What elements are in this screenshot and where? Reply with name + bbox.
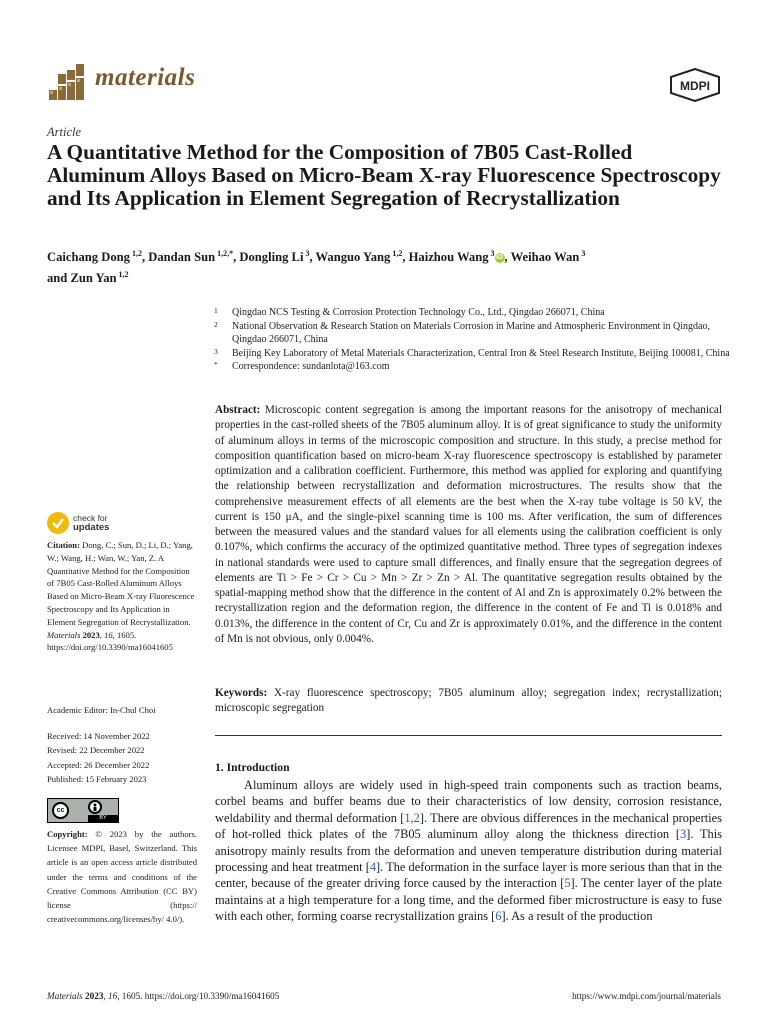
check-for-updates-button[interactable] [47, 512, 127, 536]
footer-journal: Materials [47, 991, 83, 1001]
date-item: Received: 14 November 2022 [47, 731, 150, 741]
citation-text: Dong, C.; Sun, D.; Li, D.; Yang, W.; Wang, H.; Wan, W.; Yan, Z. A Quantitative Method for the Composition of 7B05 Cast-Rolled Aluminum Alloys Based on Micro-Beam X-ray Fluorescence Spectroscopy and Its Application in Element Segregation of Recrystallization. [47, 540, 195, 627]
introduction-text: ]. As a result of the production [501, 909, 653, 924]
journal-header [47, 58, 721, 106]
section-heading-introduction: 1. Introduction [215, 761, 290, 774]
article-type: Article [47, 125, 82, 139]
keywords-label: Keywords: [215, 687, 268, 699]
journal-logo-icon [47, 60, 89, 102]
check-updates-line1: check for [73, 513, 108, 523]
date-item: Revised: 22 December 2022 [47, 745, 145, 756]
affiliation-text: Beijing Key Laboratory of Metal Materials Characterization, Central Iron & Steel Research Institute, Beijing 100081, China [232, 347, 730, 359]
date-item: Accepted: 26 December 2022 [47, 759, 150, 770]
citation-label: Citation: [47, 540, 80, 550]
journal-name: materials [95, 64, 196, 91]
keywords-text: X-ray fluorescence spectroscopy; 7B05 aluminum alloy; segregation index; recrystallization; microscopic segregation [215, 687, 722, 715]
author-name: Weihao Wan [510, 250, 580, 265]
affiliation-item [214, 306, 734, 320]
introduction-text: Aluminum alloys are widely used in high-speed train components such as traction beams, corbel beams and buffer beams due to their characteristics of low density, corrosion resistance, weldability and thermal deformation [ [215, 778, 722, 825]
abstract-label: Abstract: [215, 404, 261, 416]
reference-link[interactable]: 1,2 [404, 810, 420, 825]
paper-title: A Quantitative Method for the Composition of 7B05 Cast-Rolled Aluminum Alloys Based on Micro-Beam X-ray Fluorescence Spectroscopy and Its Application in Element Segregation of Recrystallization [47, 140, 721, 210]
author-affiliation-marker: 1,2 [129, 249, 142, 258]
author-affiliation-marker: 1,2 [116, 270, 129, 280]
author-name: Dandan Sun [148, 250, 216, 265]
affiliation-text: Correspondence: sundanlota@163.com [232, 361, 390, 373]
check-updates-line2: updates [73, 522, 110, 533]
introduction-paragraph [215, 777, 722, 925]
affiliation-item [214, 320, 734, 347]
affiliation-text: National Observation & Research Station on Materials Corrosion in Marine and Atmospheric Environment in Qingdao, Qingdao 266071, China [232, 320, 710, 346]
mdpi-logo [669, 68, 721, 102]
reference-link[interactable]: 5 [564, 876, 571, 891]
author-name: Dongling Li [239, 250, 304, 265]
mdpi-logo-text: MDPI [680, 79, 710, 93]
author-affiliation-marker: 3 [303, 249, 310, 258]
publication-dates [47, 729, 197, 786]
author-name: Wanguo Yang [315, 250, 391, 265]
abstract [215, 403, 722, 647]
introduction-text: ]. The center layer of the plate maintains at a high temperature for a long time, and the deformed fiber microstructure is easy to fuse with each other, forming coarse recrystallization grains [ [215, 876, 722, 924]
citation-volume: 16 [104, 629, 113, 640]
introduction-text: ]. The deformation in the surface layer is more serious than that in the center, because of the greater driving force caused by the interaction [ [215, 860, 722, 891]
copyright-text: © 2023 by the authors. Licensee MDPI, Basel, Switzerland. This article is an open access article distributed under the terms and conditions of the Creative Commons Attribution (CC BY) license (https:// creativecommons.org/licenses/by/ 4.0/). [47, 829, 197, 925]
author-affiliation-marker: 1,2,* [215, 249, 234, 258]
cc-icon: cc [52, 802, 69, 819]
footer-journal-url[interactable]: https://www.mdpi.com/journal/materials [572, 991, 721, 1001]
affiliation-list [214, 306, 734, 374]
copyright-label: Copyright: [47, 829, 88, 839]
author-affiliation-marker: 3 [579, 249, 586, 258]
reference-link[interactable]: 3 [680, 827, 687, 842]
affiliation-number: * [214, 360, 218, 370]
section-divider [215, 735, 722, 736]
footer-doi[interactable]: , 1605. https://doi.org/10.3390/ma16041605 [117, 991, 280, 1001]
copyright-notice [47, 827, 197, 926]
citation-journal: Materials [47, 629, 81, 640]
introduction-text: ]. There are obvious differences in the mechanical properties of hot-rolled thick plates of the 7B05 aluminum alloy along the thickness direction [ [215, 810, 722, 842]
affiliation-item [214, 347, 734, 361]
keywords [215, 686, 722, 717]
date-item: Published: 15 February 2023 [47, 773, 147, 784]
citation-year: 2023 [82, 629, 100, 640]
footer-volume: 16 [108, 991, 118, 1001]
abstract-text: Microscopic content segregation is among the important reasons for the anisotropy of mechanical properties in the cast-rolled sheets of the 7B05 aluminum alloy. It is of great significance to study the uniformity of aluminum alloys in terms of the microscopic composition and structure. In this study, a precise method for composition quantification based on micro-beam X-ray fluorescence spectroscopy is established by parameter optimization and a calibration coefficient. Furthermore, this method was applied for exploring and quantifying the relationship between recrystallization and deformation microstructures. The results show that the comprehensive measurement effects of all elements are the best when the X-ray tube voltage is 50 kV, the current is 150 μA, and the single-pixel scanning time is 100 ms. After verification, the sum of differences between the measured values and the standard values for all elements using the calibration coefficient is only 0.107%, which confirms the accuracy of the optimized quantitative method. Three types of segregation indexes in national standards were used to capture small differences, and finally ensure that the segregation degrees of elements are Ti > Fe > Cr > Cu > Mn > Zr > Zn > Al. The quantitative segregation results obtained by the spatial-mapping method show that the difference in the content of Al and Zn is approximately 0.2% between the recrystallization region and the deformation region, the difference in the content of Fe and Ti is 0.018% and 0.013%, the difference in the content of Cr, Cu and Zr is approximately 0.01%, and the difference in the content of Mn is not obvious, only 0.004%. [215, 404, 723, 645]
author-affiliation-marker: 3 [488, 249, 495, 258]
cc-by-license-badge[interactable] [47, 798, 119, 823]
author-name: and Zun Yan [47, 271, 117, 286]
citation-doi[interactable]: , 1605. https://doi.org/10.3390/ma16041605 [47, 629, 173, 653]
author-affiliation-marker: 1,2 [390, 249, 403, 258]
reference-link[interactable]: 6 [495, 909, 502, 924]
by-label: BY [88, 815, 118, 822]
affiliation-text: Qingdao NCS Testing & Corrosion Protection Technology Co., Ltd., Qingdao 266071, China [232, 307, 605, 318]
orcid-icon[interactable]: iD [496, 254, 504, 262]
check-updates-icon [47, 512, 69, 534]
affiliation-number: 2 [214, 319, 218, 329]
author-name: Haizhou Wang [408, 250, 489, 265]
introduction-text: ]. This anisotropy mainly results from the deformation and uneven temperature distribution during material processing and heat treatment [ [215, 827, 722, 875]
affiliation-number: 1 [214, 306, 218, 315]
author-name: Caichang Dong [47, 250, 130, 265]
reference-link[interactable]: 4 [369, 860, 377, 875]
academic-editor: Academic Editor: In-Chul Choi [47, 705, 156, 715]
citation-block: Citation: Dong, C.; Sun, D.; Li, D.; Yang, W.; Wang, H.; Wan, W.; Yan, Z. A Quantitative Method for the Composition of 7B05 Cast-Rolled Aluminum Alloys Based on Micro-Beam X-ray Fluorescence Spectroscopy and Its Application in Element Segregation of Recrystallization. Materials 2023, 16, 1605. https://doi.org/10.3390/ma16041605 [47, 540, 195, 653]
person-icon [88, 800, 102, 814]
footer-citation: Materials 2023, 16, 1605. https://doi.org/10.3390/ma16041605 [47, 991, 280, 1001]
author-list: Caichang Dong $^{1,2}$, Dandan Sun $^{1,2,*}$, Dongling Li $^3$, Wanguo Yang $^{1,2}$, Haizhou Wang $^3$ iD , Weihao Wan $^3$ and Zun Yan $^{1,2}$ [47, 249, 586, 286]
footer-year: 2023 [85, 991, 104, 1001]
affiliation-item [214, 360, 734, 374]
affiliation-number: 3 [214, 346, 218, 356]
